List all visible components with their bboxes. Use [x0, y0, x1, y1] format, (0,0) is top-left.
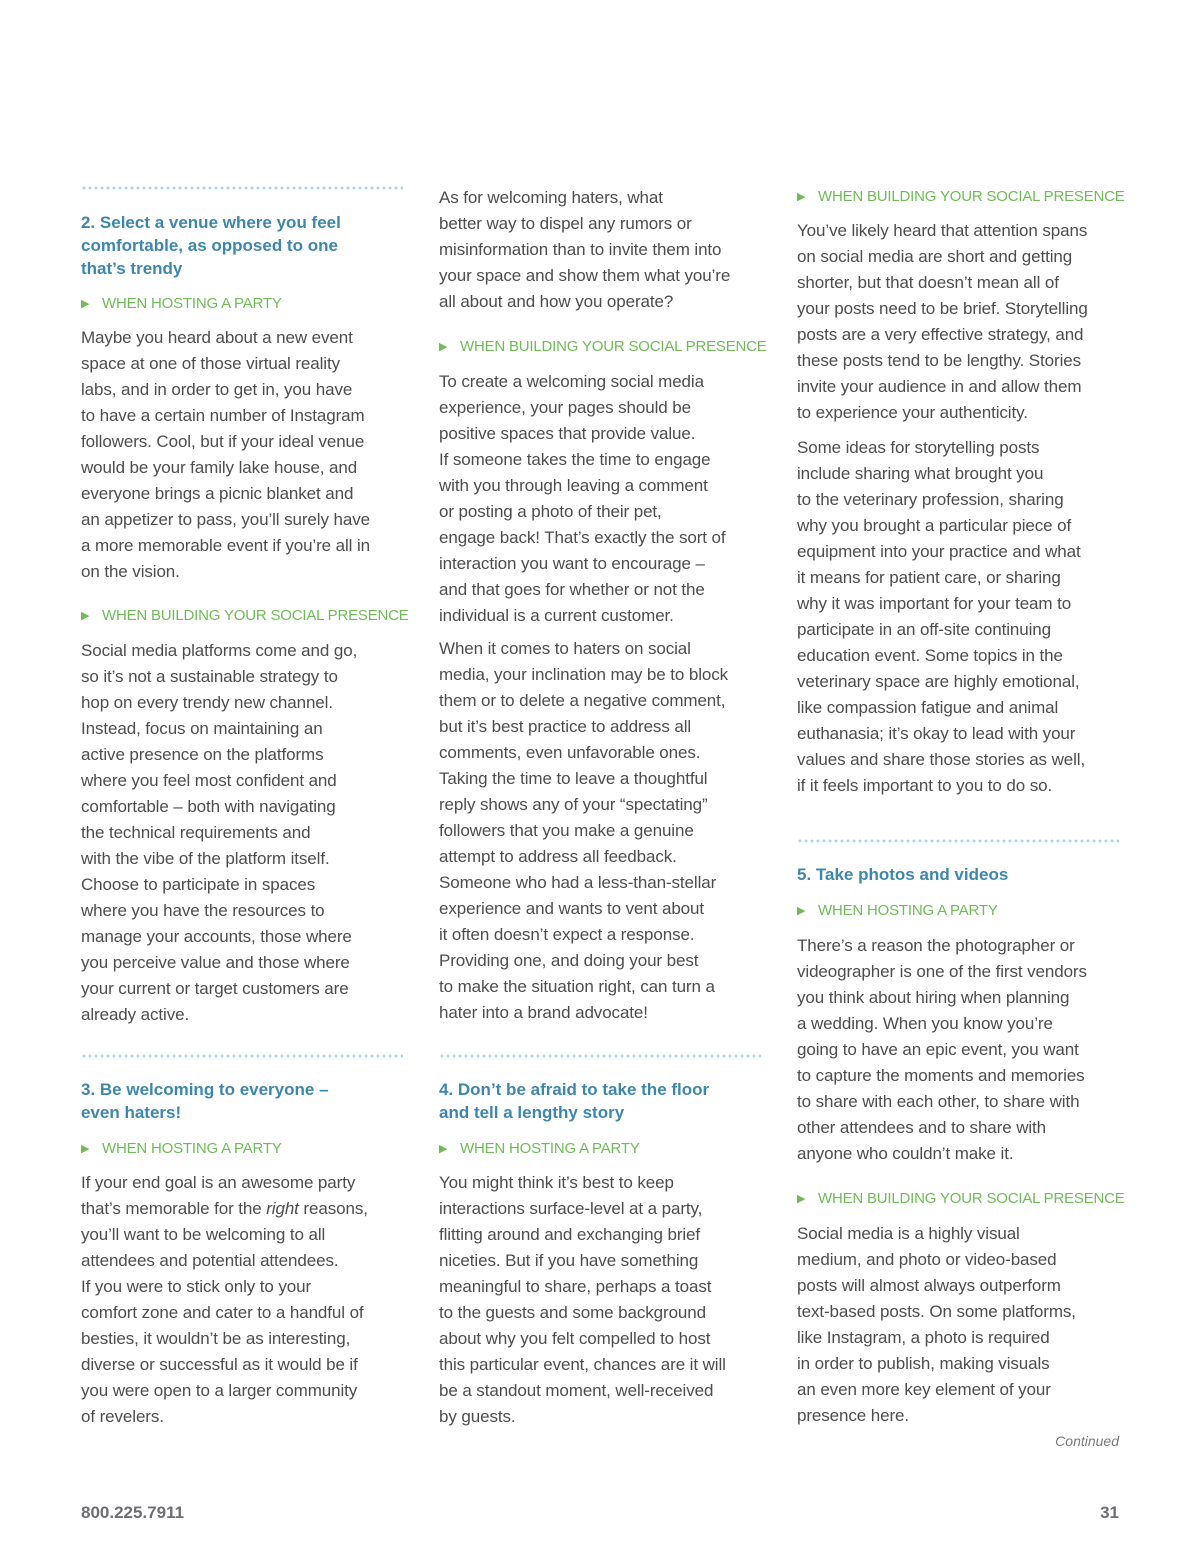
section-4-heading: 4. Don’t be afraid to take the floor and tell a lengthy story	[439, 1080, 710, 1122]
section-2-heading: 2. Select a venue where you feel comfortable, as opposed to one that’s trendy	[81, 213, 341, 278]
section-4-social-paragraph-2: Some ideas for storytelling posts include sharing what brought you to the veterinary profession, sharing why you brought a particular piece of equipment into your practice and what it means for patient care, or sharing why it was important for your team to participate in an off-site continuing education event. Some topics in the veterinary space are highly emotional, like compassion fatigue and animal euthanasia; it’s okay to lead with your values and share those stories as well, if it feels important to you to do so.	[797, 438, 1086, 795]
triangle-bullet-icon: ▶	[797, 1193, 806, 1205]
triangle-bullet-icon: ▶	[81, 610, 90, 622]
page-number: 31	[1100, 1503, 1119, 1522]
section-3	[81, 1078, 403, 1124]
dotted-divider	[797, 839, 1119, 843]
section-3-social-paragraph-1: To create a welcoming social media experience, your pages should be positive spaces that provide value. If someone takes the time to engage with you through leaving a comment or posting a photo of their pet, engage back! That’s exactly the sort of interaction you want to encourage – and that goes for whether or not the individual is a current customer.	[439, 372, 726, 625]
section-5-social-subhead: ▶ WHEN BUILDING YOUR SOCIAL PRESENCE	[797, 1190, 1125, 1207]
section-5-party-paragraph: There’s a reason the photographer or videographer is one of the first vendors you think about hiring when planning a wedding. When you know you’re going to have an epic event, you want to capture the moments and memories to share with each other, to share with other attendees and to share with anyone who couldn’t make it.	[797, 936, 1087, 1163]
triangle-bullet-icon: ▶	[81, 298, 90, 310]
section-4-party-subhead: ▶ WHEN HOSTING A PARTY	[439, 1140, 640, 1157]
triangle-bullet-icon: ▶	[439, 341, 448, 353]
section-2-social-subhead: ▶ WHEN BUILDING YOUR SOCIAL PRESENCE	[81, 607, 409, 624]
section-2	[81, 211, 403, 280]
triangle-bullet-icon: ▶	[797, 905, 806, 917]
section-5-social-paragraph: Social media is a highly visual medium, and photo or video-based posts will almost always outperform text-based posts. On some platforms, like Instagram, a photo is required in order to publish, making visuals an even more key element of your presence here.	[797, 1224, 1076, 1425]
section-5-heading: 5. Take photos and videos	[797, 865, 1009, 884]
section-3-party-subhead: ▶ WHEN HOSTING A PARTY	[81, 1140, 282, 1157]
section-2-party-subhead: ▶ WHEN HOSTING A PARTY	[81, 295, 282, 312]
dotted-divider	[81, 1054, 403, 1058]
section-3-social-subhead: ▶ WHEN BUILDING YOUR SOCIAL PRESENCE	[439, 338, 767, 355]
section-2-party-paragraph: Maybe you heard about a new event space at one of those virtual reality labs, and in order to get in, you have to have a certain number of Instagram followers. Cool, but if your ideal venue would be your family lake house, and everyone brings a picnic blanket and an appetizer to pass, you’ll surely have a more memorable event if you’re all in on the vision.	[81, 328, 371, 581]
triangle-bullet-icon: ▶	[81, 1143, 90, 1155]
triangle-bullet-icon: ▶	[439, 1143, 448, 1155]
section-4-party-paragraph: You might think it’s best to keep interactions surface-level at a party, flitting around and exchanging brief niceties. But if you have something meaningful to share, perhaps a toast to the guests and some background about why you felt compelled to host this particular event, chances are it will be a standout moment, well-received by guests.	[439, 1173, 726, 1426]
section-4-social-subhead: ▶ WHEN BUILDING YOUR SOCIAL PRESENCE	[797, 188, 1125, 205]
section-3-heading: 3. Be welcoming to everyone – even haters!	[81, 1080, 329, 1122]
section-4-social-paragraph-1: You’ve likely heard that attention spans on social media are short and getting shorter, but that doesn’t mean all of your posts need to be brief. Storytelling posts are a very effective strategy, and these posts tend to be lengthy. Stories invite your audience in and allow them to experience your authenticity.	[797, 221, 1088, 422]
dotted-divider	[439, 1054, 761, 1058]
section-4	[439, 1078, 761, 1124]
triangle-bullet-icon: ▶	[797, 191, 806, 203]
section-3-social-paragraph-2: When it comes to haters on social media, your inclination may be to block them or to delete a negative comment, but it’s best practice to address all comments, even unfavorable ones. Taking the time to leave a thoughtful reply shows any of your “spectating” followers that you make a genuine attempt to address all feedback. Someone who had a less-than-stellar experience and wants to vent about it often doesn’t expect a response. Providing one, and doing your best to make the situation right, can turn a hater into a brand advocate!	[439, 639, 729, 1022]
continued-label: Continued	[1055, 1433, 1119, 1449]
section-5-party-subhead: ▶ WHEN HOSTING A PARTY	[797, 902, 998, 919]
section-2-social-paragraph: Social media platforms come and go, so it’s not a sustainable strategy to hop on every trendy new channel. Instead, focus on maintaining an active presence on the platforms where you feel most confident and comfortable – both with navigating the technical requirements and with the vibe of the platform itself. Choose to participate in spaces where you have the resources to manage your accounts, those where you perceive value and those where your current or target customers are already active.	[81, 641, 358, 1024]
section-3-party-paragraph: If your end goal is an awesome party that’s memorable for the right reasons, you’ll want to be welcoming to all attendees and potential attendees. If you were to stick only to your comfort zone and cater to a handful of besties, it wouldn’t be as interesting, diverse or successful as it would be if you were open to a larger community of revelers.	[81, 1173, 368, 1426]
section-3-continued-paragraph: As for welcoming haters, what better way to dispel any rumors or misinformation than to invite them into your space and show them what you’re all about and how you operate?	[439, 188, 731, 311]
dotted-divider	[81, 186, 403, 190]
section-5	[797, 863, 1119, 886]
footer-phone: 800.225.7911	[81, 1503, 185, 1522]
